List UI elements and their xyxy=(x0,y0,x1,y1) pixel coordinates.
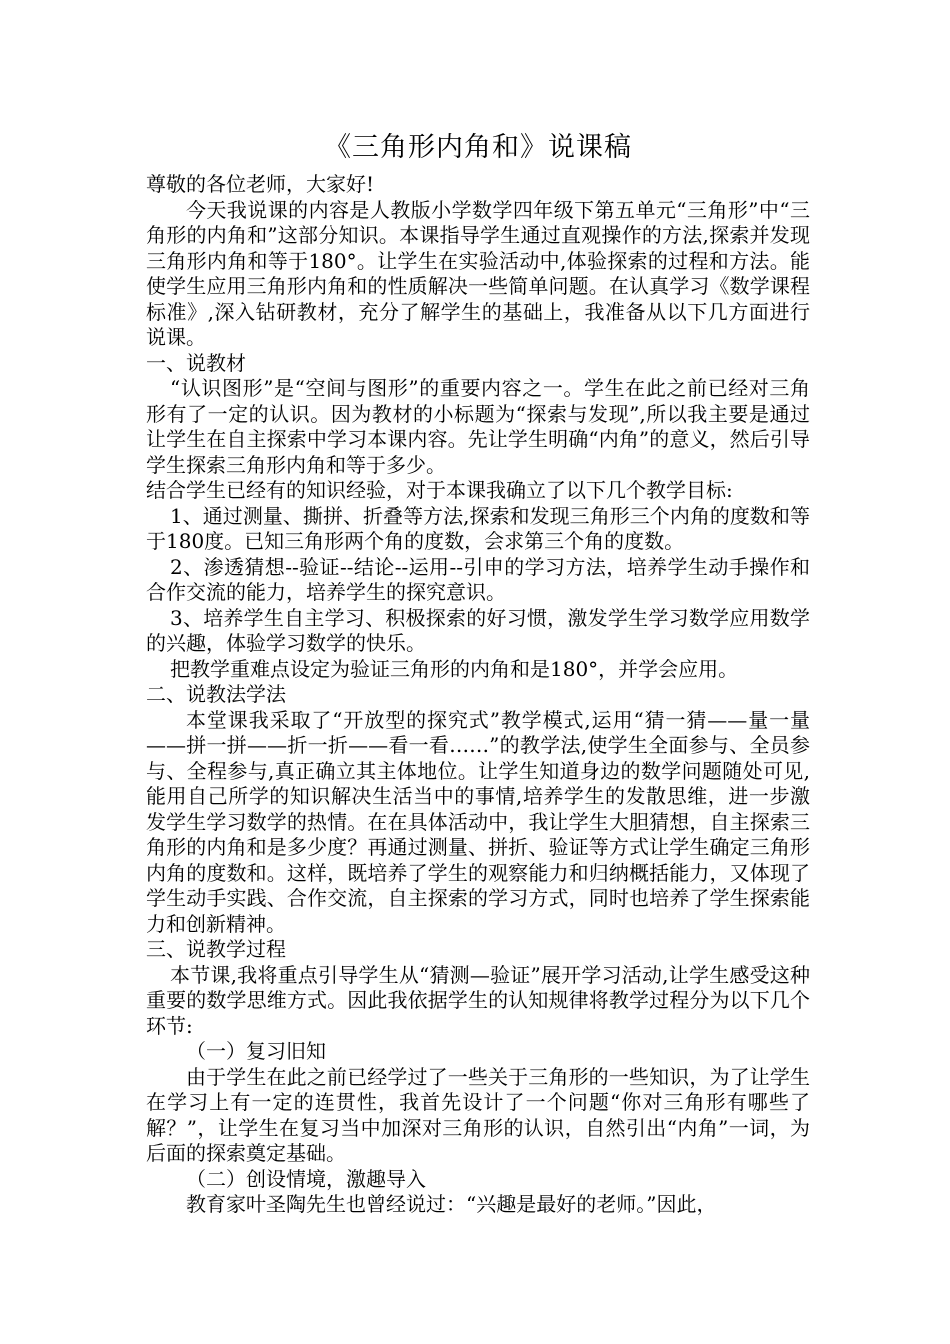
situation-paragraph: 教育家叶圣陶先生也曾经说过：“兴趣是最好的老师。”因此， xyxy=(186,1192,717,1216)
goal-item-2: 2、渗透猜想--验证--结论--运用--引申的学习方法，培养学生动手操作和合作交流的能力，培养学生的探究意识。 xyxy=(146,554,810,604)
process-paragraph: 本节课,我将重点引导学生从“猜测—验证”展开学习活动,让学生感受这种重要的数学思维方式。因此我依据学生的认知规律将教学过程分为以下几个环节: xyxy=(146,962,810,1038)
goal-item-1: 1、通过测量、撕拼、折叠等方法,探索和发现三角形三个内角的度数和等于180度。已知三角形两个角的度数，会求第三个角的度数。 xyxy=(146,503,810,553)
section-heading-textbook: 一、说教材 xyxy=(146,350,246,375)
goal-item-3: 3、培养学生自主学习、积极探索的好习惯，激发学生学习数学应用数学的兴趣，体验学习数学的快乐。 xyxy=(146,605,810,655)
key-point-paragraph: 把教学重难点设定为验证三角形的内角和是180°，并学会应用。 xyxy=(170,656,739,681)
review-paragraph: 由于学生在此之前已经学过了一些关于三角形的一些知识，为了让学生在学习上有一定的连贯性，我首先设计了一个问题“你对三角形有哪些了解？”，让学生在复习当中加深对三角形的认识，自然引出“内角”一词，为后面的探索奠定基础。 xyxy=(146,1064,810,1165)
goals-intro: 结合学生已经有的知识经验，对于本课我确立了以下几个教学目标: xyxy=(146,478,733,502)
section-heading-process: 三、说教学过程 xyxy=(146,937,286,961)
document-title: 《三角形内角和》说课稿 xyxy=(324,132,632,163)
section-heading-methods: 二、说教法学法 xyxy=(146,682,286,706)
document-page xyxy=(146,130,810,1218)
methods-paragraph: 本堂课我采取了“开放型的探究式”教学模式,运用“猜一猜——量一量——拼一拼——折一折——看一看……”的教学法,使学生全面参与、全员参与、全程参与,真正确立其主体地位。让学生知道身边的数学问题随处可见,能用自己所学的知识解决生活当中的事情,培养学生的发散思维，进一步激发学生学习数学的热情。在在具体活动中，我让学生大胆猜想，自主探索三角形的内角和是多少度？再通过测量、拼折、验证等方式让学生确定三角形内角的度数和。这样，既培养了学生的观察能力和归纳概括能力，又体现了学生动手实践、合作交流，自主探索的学习方式，同时也培养了学生探索能力和创新精神。 xyxy=(146,707,810,936)
greeting: 尊敬的各位老师，大家好! xyxy=(146,172,375,196)
step-heading-situation: （二）创设情境，激趣导入 xyxy=(186,1166,426,1191)
step-heading-review: （一）复习旧知 xyxy=(186,1039,326,1063)
intro-paragraph: 今天我说课的内容是人教版小学数学四年级下第五单元“三角形”中“三角形的内角和”这部分知识。本课指导学生通过直观操作的方法,探索并发现三角形内角和等于180°。让学生在实验活动中,体验探索的过程和方法。能使学生应用三角形内角和的性质解决一些简单问题。在认真学习《数学课程标准》,深入钻研教材，充分了解学生的基础上，我准备从以下几方面进行说课。 xyxy=(146,197,810,349)
textbook-paragraph: “认识图形”是“空间与图形”的重要内容之一。学生在此之前已经对三角形有了一定的认识。因为教材的小标题为“探索与发现”,所以我主要是通过让学生在自主探索中学习本课内容。先让学生明确“内角”的意义，然后引导学生探索三角形内角和等于多少。 xyxy=(146,376,810,477)
